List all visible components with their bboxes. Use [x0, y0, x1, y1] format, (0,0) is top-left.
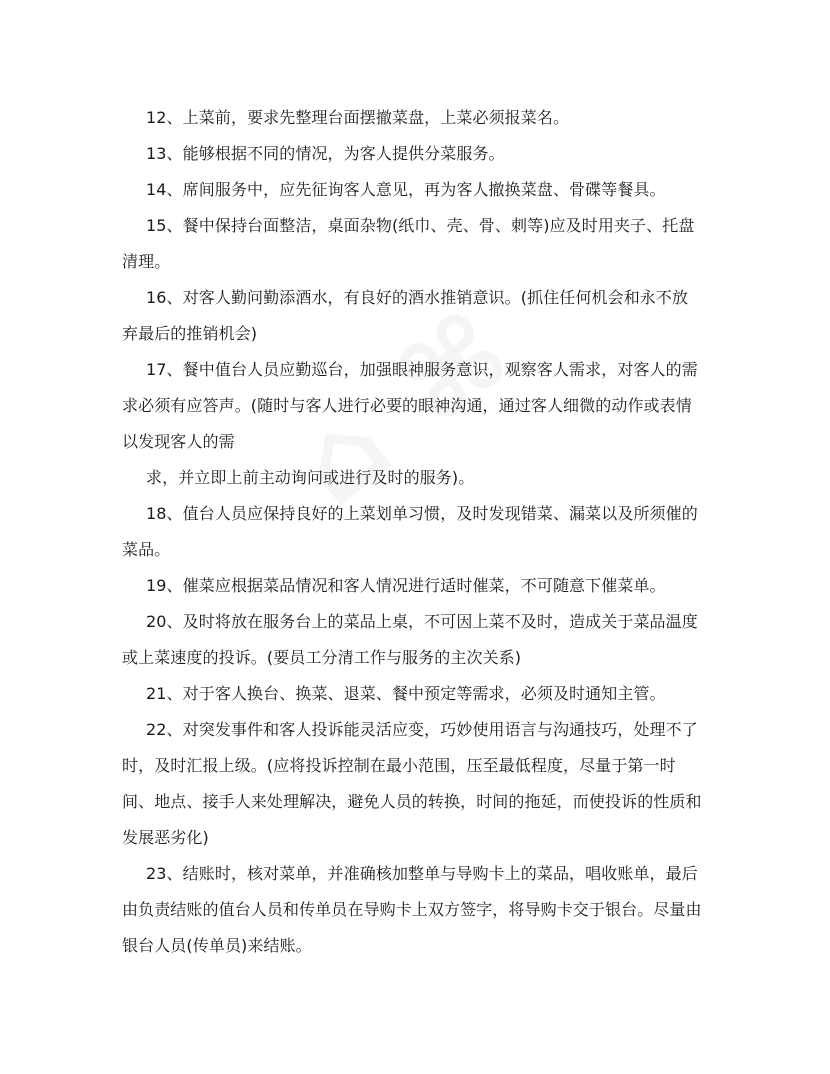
paragraph-line: 13、能够根据不同的情况，为客人提供分菜服务。	[146, 144, 505, 163]
paragraph-line: 弃最后的推销机会)	[122, 324, 258, 343]
paragraph-line: 20、及时将放在服务台上的菜品上桌，不可因上菜不及时，造成关于菜品温度	[146, 612, 698, 631]
paragraph-line: 或上菜速度的投诉。(要员工分清工作与服务的主次关系)	[122, 648, 522, 667]
paragraph-line: 16、对客人勤问勤添酒水，有良好的酒水推销意识。(抓住任何机会和永不放	[146, 288, 689, 307]
paragraph-line: 12、上菜前，要求先整理台面摆撤菜盘，上菜必须报菜名。	[146, 108, 570, 127]
paragraph-line: 21、对于客人换台、换菜、退菜、餐中预定等需求，必须及时通知主管。	[146, 684, 666, 703]
document-body	[122, 100, 714, 964]
paragraph-line: 清理。	[122, 252, 171, 271]
paragraph-line: 求必须有应答声。(随时与客人进行必要的眼神沟通，通过客人细微的动作或表情	[122, 396, 692, 415]
paragraph-line: 间、地点、接手人来处理解决，避免人员的转换，时间的拖延，而使投诉的性质和	[122, 792, 702, 811]
paragraph-line: 23、结账时，核对菜单，并准确核加整单与导购卡上的菜品，唱收账单，最后	[146, 864, 698, 883]
paragraph-line: 由负责结账的值台人员和传单员在导购卡上双方签字，将导购卡交于银台。尽量由	[122, 900, 702, 919]
paragraph-line: 18、值台人员应保持良好的上菜划单习惯，及时发现错菜、漏菜以及所须催的	[146, 504, 698, 523]
paragraph-line: 时，及时汇报上级。(应将投诉控制在最小范围，压至最低程度，尽量于第一时	[122, 756, 676, 775]
paragraph-line: 17、餐中值台人员应勤巡台，加强眼神服务意识，观察客人需求，对客人的需	[146, 360, 698, 379]
paragraph-line: 14、席间服务中，应先征询客人意见，再为客人撤换菜盘、骨碟等餐具。	[146, 180, 666, 199]
paragraph-line: 19、催菜应根据菜品情况和客人情况进行适时催菜，不可随意下催菜单。	[146, 576, 666, 595]
paragraph-line: 求，并立即上前主动询问或进行及时的服务)。	[146, 468, 475, 487]
paragraph-line: 22、对突发事件和客人投诉能灵活应变，巧妙使用语言与沟通技巧，处理不了	[146, 720, 698, 739]
paragraph-line: 以发现客人的需	[122, 432, 235, 451]
paragraph-line: 15、餐中保持台面整洁，桌面杂物(纸巾、壳、骨、刺等)应及时用夹子、托盘	[146, 216, 695, 235]
paragraph-line: 银台人员(传单员)来结账。	[122, 936, 312, 955]
paragraph-line: 发展恶劣化)	[122, 828, 209, 847]
paragraph-line: 菜品。	[122, 540, 171, 559]
